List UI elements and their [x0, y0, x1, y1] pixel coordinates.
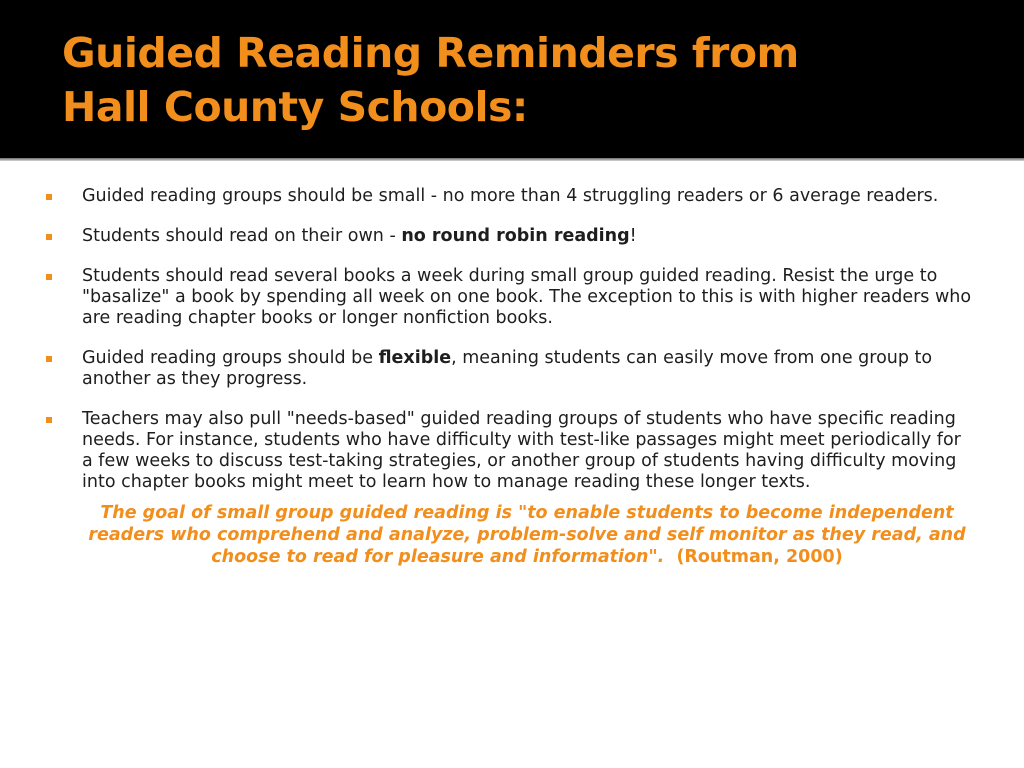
- emphasis-flexible: flexible: [378, 348, 452, 368]
- bullet-item-flexible-groups: [44, 348, 974, 390]
- bullet-text: Guided reading groups should be small - no more than 4 struggling readers or 6 average readers.: [82, 186, 939, 206]
- slide-title: [62, 26, 962, 134]
- square-bullet-icon: [46, 417, 52, 423]
- title-line-2: Hall County Schools:: [62, 83, 528, 131]
- title-divider: [0, 158, 1024, 161]
- emphasis-no-round-robin: no round robin reading: [401, 226, 630, 246]
- quote-block: [82, 502, 972, 568]
- title-line-1: Guided Reading Reminders from: [62, 29, 799, 77]
- square-bullet-icon: [46, 356, 52, 362]
- bullet-list: [44, 186, 974, 493]
- bullet-item-needs-based: [44, 409, 974, 493]
- slide-body: [44, 186, 974, 568]
- square-bullet-icon: [46, 274, 52, 280]
- square-bullet-icon: [46, 194, 52, 200]
- bullet-text: Teachers may also pull "needs-based" guided reading groups of students who have specific reading needs. For instance, students who have difficulty with test-like passages might meet periodically for a few weeks to discuss test-taking strategies, or another group of students having difficulty moving into chapter books might meet to learn how to manage reading these longer texts.: [82, 409, 961, 492]
- bullet-text: Guided reading groups should be flexible, meaning students can easily move from one group to another as they progress.: [82, 348, 933, 389]
- bullet-item-read-alone: [44, 226, 974, 247]
- bullet-text: Students should read several books a week during small group guided reading. Resist the urge to "basalize" a book by spending all week on one book. The exception to this is with higher readers who are reading chapter books or longer nonfiction books.: [82, 266, 972, 328]
- bullet-item-group-size: [44, 186, 974, 207]
- quote-reference: (Routman, 2000): [676, 547, 843, 567]
- bullet-item-several-books: [44, 266, 974, 329]
- square-bullet-icon: [46, 234, 52, 240]
- quote-text: The goal of small group guided reading is "to enable students to become independent readers who comprehend and analyze, problem-solve and self monitor as they read, and choose to read for pleasure and information".: [88, 503, 966, 567]
- bullet-text: Students should read on their own - no round robin reading!: [82, 226, 637, 246]
